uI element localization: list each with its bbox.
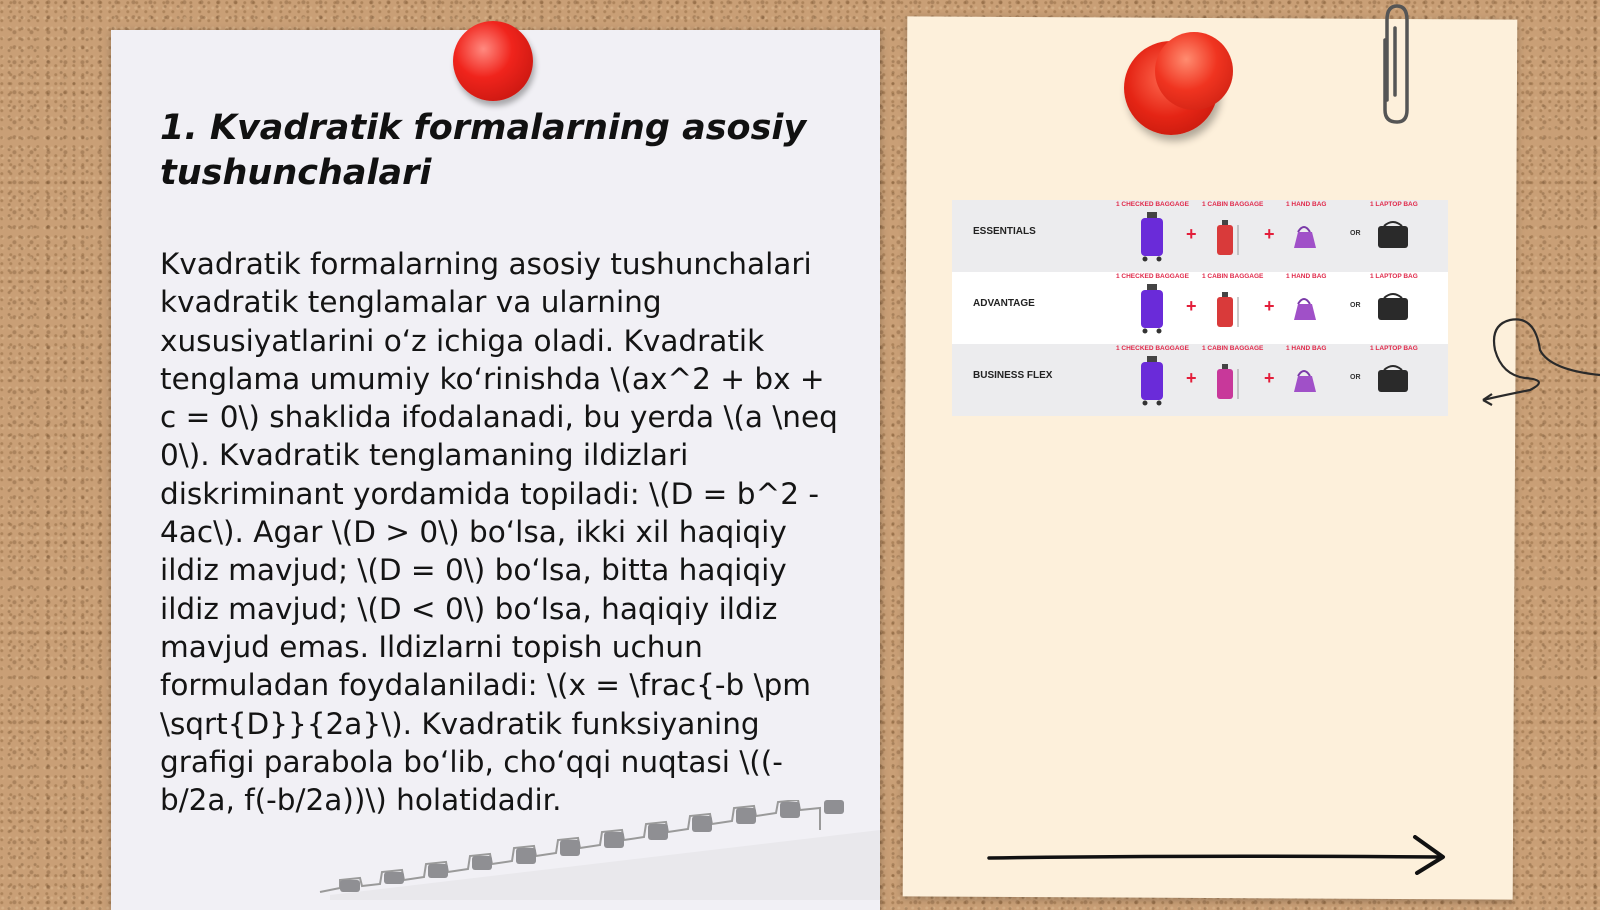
checked-suitcase-icon: [1138, 356, 1168, 406]
col-header-checked: 1 CHECKED BAGGAGE: [1116, 273, 1189, 280]
col-header-checked: 1 CHECKED BAGGAGE: [1116, 345, 1189, 352]
plus-sign: +: [1264, 224, 1275, 244]
torn-paper-strip: [300, 800, 880, 900]
checked-suitcase-icon: [1138, 212, 1168, 262]
cabin-suitcase-icon: [1214, 292, 1254, 336]
fare-row-advantage: [952, 272, 1448, 344]
col-header-laptop: 1 LAPTOP BAG: [1370, 273, 1418, 280]
cabin-suitcase-icon: [1214, 364, 1254, 408]
slide-body-text: Kvadratik formalarning asosiy tushunchalari kvadratik tenglamalar va ularning xususiyatlarini o‘z ichiga oladi. Kvadratik tenglama umumiy ko‘rinishda \(ax^2 + bx + c = 0\) shaklida ifodalanadi, bu yerda \(a \neq 0\). Kvadratik tenglamaning ildizlari diskriminant yordamida topiladi: \(D = b^2 - 4ac\). Agar \(D > 0\) bo‘lsa, ikki xil haqiqiy ildiz mavjud; \(D = 0\) bo‘lsa, bitta haqiqiy ildiz mavjud; \(D < 0\) bo‘lsa, haqiqiy ildiz mavjud emas. Ildizlarni topish uchun formuladan foydalaniladi: \(x = \frac{-b \pm \sqrt{D}}{2a}\). Kvadratik funksiyaning grafigi parabola bo‘lib, cho‘qqi nuqtasi \((-b/2a, f(-b/2a))\) holatidadir.: [160, 247, 838, 818]
col-header-cabin: 1 CABIN BAGGAGE: [1202, 345, 1264, 352]
or-label: OR: [1350, 230, 1361, 237]
col-header-cabin: 1 CABIN BAGGAGE: [1202, 273, 1264, 280]
or-label: OR: [1350, 302, 1361, 309]
cabin-suitcase-icon: [1214, 220, 1254, 264]
laptop-bag-icon: [1376, 292, 1426, 328]
pushpin-icon: [453, 21, 533, 101]
col-header-cabin: 1 CABIN BAGGAGE: [1202, 201, 1264, 208]
slide-title: 1. Kvadratik formalarning asosiy tushunchalari: [160, 108, 807, 193]
baggage-allowance-table: [952, 200, 1448, 416]
col-header-hand: 1 HAND BAG: [1286, 345, 1327, 352]
fare-name: ESSENTIALS: [973, 226, 1036, 237]
col-header-checked: 1 CHECKED BAGGAGE: [1116, 201, 1189, 208]
col-header-laptop: 1 LAPTOP BAG: [1370, 201, 1418, 208]
hand-bag-icon: [1292, 222, 1332, 258]
paperclip-icon: [1375, 0, 1415, 125]
plus-sign: +: [1186, 368, 1197, 388]
fare-name: ADVANTAGE: [973, 298, 1035, 309]
col-header-laptop: 1 LAPTOP BAG: [1370, 345, 1418, 352]
right-arrow-icon: [985, 835, 1450, 875]
plus-sign: +: [1186, 224, 1197, 244]
plus-sign: +: [1264, 368, 1275, 388]
laptop-bag-icon: [1376, 220, 1426, 256]
plus-sign: +: [1186, 296, 1197, 316]
checked-suitcase-icon: [1138, 284, 1168, 334]
hand-bag-icon: [1292, 366, 1332, 402]
fare-row-business-flex: [952, 344, 1448, 416]
pushpin-head-icon: [1155, 32, 1233, 110]
right-note-card: [903, 16, 1518, 899]
laptop-bag-icon: [1376, 364, 1426, 400]
col-header-hand: 1 HAND BAG: [1286, 201, 1327, 208]
fare-name: BUSINESS FLEX: [973, 370, 1053, 381]
hand-bag-icon: [1292, 294, 1332, 330]
fare-row-essentials: [952, 200, 1448, 272]
col-header-hand: 1 HAND BAG: [1286, 273, 1327, 280]
or-label: OR: [1350, 374, 1361, 381]
plus-sign: +: [1264, 296, 1275, 316]
curly-arrow-icon: [1480, 310, 1600, 410]
